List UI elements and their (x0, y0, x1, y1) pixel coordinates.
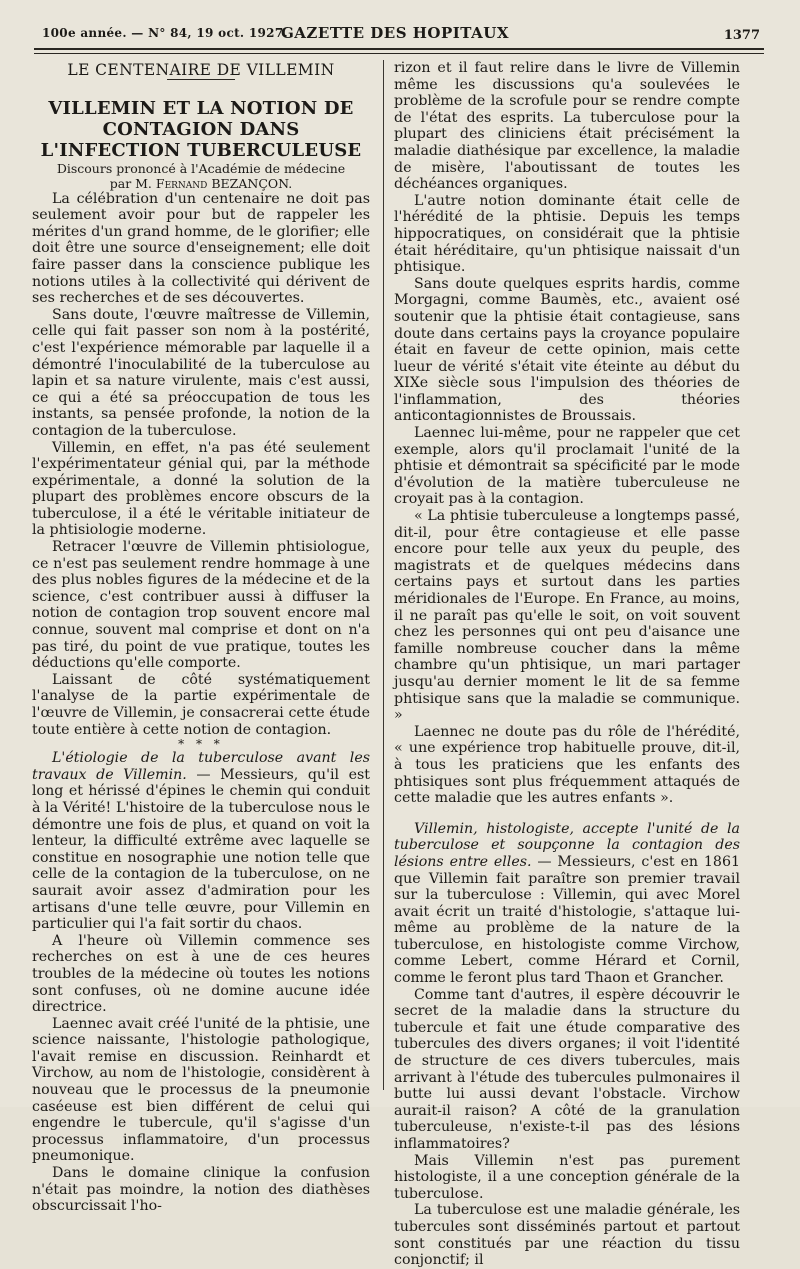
paragraph: La tuberculose est une maladie générale, les tubercules sont disséminés partout et partout sont constitués par une réaction du tissu conjonctif; il (394, 1202, 740, 1269)
byline (32, 161, 370, 191)
author-name: Fernand BEZANÇON. (155, 175, 293, 191)
journal-name: GAZETTE DES HOPITAUX (280, 24, 509, 42)
paragraph: Laissant de côté systématiquement l'analyse de la partie expérimentale de l'œuvre de Villemin, je consacrerai cette étude toute entière à cette notion de contagion. (32, 671, 370, 738)
article-title: VILLEMIN ET LA NOTION DE CONTAGION DANS L'INFECTION TUBERCULEUSE (40, 97, 362, 161)
paragraph: Dans le domaine clinique la confusion n'était pas moindre, la notion des diathèses obscurcissait l'ho- (32, 1165, 370, 1215)
quotation: « La phtisie tuberculeuse a longtemps passé, dit-il, pour être contagieuse et elle passe encore pour telle aux yeux du peuple, des magistrats et de quelques médecins dans certains pays et surtout dans les parties méridionales de l'Europe. En France, au moins, il ne paraît pas qu'elle le soit, on voit souvent chez les personnes qui ont peu d'aisance une famille nombreuse coucher dans la même chambre qu'un phtisique, un mari partager jusqu'au dernier moment le lit de sa femme phtisique sans que la maladie se communique. » (394, 508, 740, 724)
paragraph-etiologie (32, 750, 370, 933)
header-rule-thick (34, 48, 764, 50)
page-number: 1377 (723, 28, 760, 43)
etiologie-text: — Messieurs, qu'il est long et hérissé d'épines le chemin qui conduit à la Vérité! L'histoire de la tuberculose nous le démontre une fois de plus, et quand on voit la lenteur, la difficulté extrême avec laquelle se constitue en nosographie une notion telle que celle de la contagion de la tuberculose, on ne saurait avoir assez d'admiration pour les artisans d'une telle œuvre, pour Villemin en particulier qui l'a fait sortir du chaos. (32, 766, 370, 933)
page-header (30, 22, 760, 46)
column-divider (383, 60, 384, 1090)
right-column (394, 60, 740, 1269)
paragraph: Comme tant d'autres, il espère découvrir le secret de la maladie dans la structure du tubercule et fait une étude comparative des tubercules des divers organes; il voit l'identité de structure de ces divers tubercules, mais arrivant à l'étude des tubercules pulmonaires il butte lui aussi devant l'obstacle. Virchow aurait-il raison? A côté de la granulation tuberculeuse, n'existe-t-il pas des lésions inflammatoires? (394, 986, 740, 1152)
paragraph: Laennec lui-même, pour ne rappeler que cet exemple, alors qu'il proclamait l'unité de la phtisie et démontrait sa spécificité par le mode d'évolution de la matière tuberculeuse ne croyait pas à la contagion. (394, 425, 740, 508)
paragraph: Sans doute quelques esprits hardis, comme Morgagni, comme Baumès, etc., avaient osé soutenir que la phtisie était contagieuse, sans doute dans certains pays la croyance populaire était en faveur de cette opinion, mais cette lueur de vérité s'était vite éteinte au début du XIXe siècle sous l'impulsion des théories de l'inflammation, des théories anticontagionnistes de Broussais. (394, 275, 740, 425)
section-gap (394, 807, 740, 821)
section-stars: * * * (178, 737, 224, 752)
paragraph: La célébration d'un centenaire ne doit pas seulement avoir pour but de rappeler les mérites d'un grand homme, de le glorifier; elle doit être une source d'enseignement; elle doit faire passer dans la conscience publique les notions utiles à la collectivité qui dérivent de ses recherches et de ses découvertes. (32, 190, 370, 307)
author-prefix: par M. (109, 175, 152, 191)
issue-info: 100e année. — N° 84, 19 oct. 1927. (42, 26, 288, 40)
paragraph-villemin (394, 821, 740, 987)
paragraph: Laennec ne doute pas du rôle de l'hérédité, « une expérience trop habituelle prouve, dit-il, à tous les praticiens que les enfants des phtisiques sont plus fréquemment attaqués de cette maladie que les autres enfants ». (394, 723, 740, 807)
section-heading: LE CENTENAIRE DE VILLEMIN (67, 61, 335, 79)
header-rule-thin (34, 53, 764, 54)
villemin-text: — Messieurs, c'est en 1861 que Villemin fait paraître son premier travail sur la tuberculose : Villemin, qui avec Morel avait écrit un traité d'histologie, s'attaque lui-même au problème de la nature de la tuberculose, en histologiste comme Virchow, comme Lebert, comme Hérard et Cornil, comme le feront plus tard Thaon et Grancher. (394, 853, 740, 987)
paragraph: Mais Villemin n'est pas purement histologiste, il a une conception générale de la tuberculose. (394, 1152, 740, 1202)
paragraph-continued: rizon et il faut relire dans le livre de Villemin même les discussions qu'a soulevées le problème de la scrofule pour se rendre compte de l'état des esprits. La tuberculose pour la plupart des cliniciens était précisément la maladie diathésique par excellence, la maladie de misère, l'aboutissant de toutes les déchéances organiques. (394, 60, 740, 193)
discours-line: Discours prononcé à l'Académie de médecine (56, 160, 346, 176)
paragraph: Villemin, en effet, n'a pas été seulement l'expérimentateur génial qui, par la méthode expérimentale, a donné la solution de la plupart des problèmes encore obscurs de la tuberculose, il a été le véritable initiateur de la phtisiologie moderne. (32, 439, 370, 539)
paragraph: Retracer l'œuvre de Villemin phtisiologue, ce n'est pas seulement rendre hommage à une des plus nobles figures de la médecine et de la science, c'est contribuer aussi à diffuser la notion de contagion trop souvent encore mal connue, souvent mal comprise et dont on n'a pas tiré, du point de vue pratique, toutes les déductions qu'elle comporte. (32, 539, 370, 672)
subheading-villemin: Villemin, histologiste, accepte l'unité de la tuberculose et soupçonne la contagion des lésions entre elles. (394, 820, 740, 870)
left-column (32, 62, 370, 1215)
paragraph: L'autre notion dominante était celle de l'hérédité de la phtisie. Depuis les temps hippocratiques, on considérait que la phtisie était héréditaire, qu'un phtisique naissait d'un phtisique. (394, 192, 740, 276)
paragraph: Laennec avait créé l'unité de la phtisie, une science naissante, l'histologie pathologique, l'avait remise en discussion. Reinhardt et Virchow, au nom de l'histologie, considèrent à nouveau que le processus de la pneumonie caséeuse est bien différent de celui qui engendre le tubercule, qu'il s'agisse d'un processus inflammatoire, d'un processus pneumonique. (32, 1015, 370, 1165)
paragraph: Sans doute, l'œuvre maîtresse de Villemin, celle qui fait passer son nom à la postérité, c'est l'expérience mémorable par laquelle il a démontré l'inoculabilité de la tuberculose au lapin et sa nature virulente, mais c'est aussi, ce qui a été sa préoccupation de tous les instants, sa pensée profonde, la notion de la contagion de la tuberculose. (32, 306, 370, 439)
paragraph: A l'heure où Villemin commence ses recherches on est à une de ces heures troubles de la médecine où toutes les notions sont confuses, où ne domine aucune idée directrice. (32, 932, 370, 1016)
subheading-etiologie: L'étiologie de la tuberculose avant les travaux de Villemin. (32, 750, 370, 783)
